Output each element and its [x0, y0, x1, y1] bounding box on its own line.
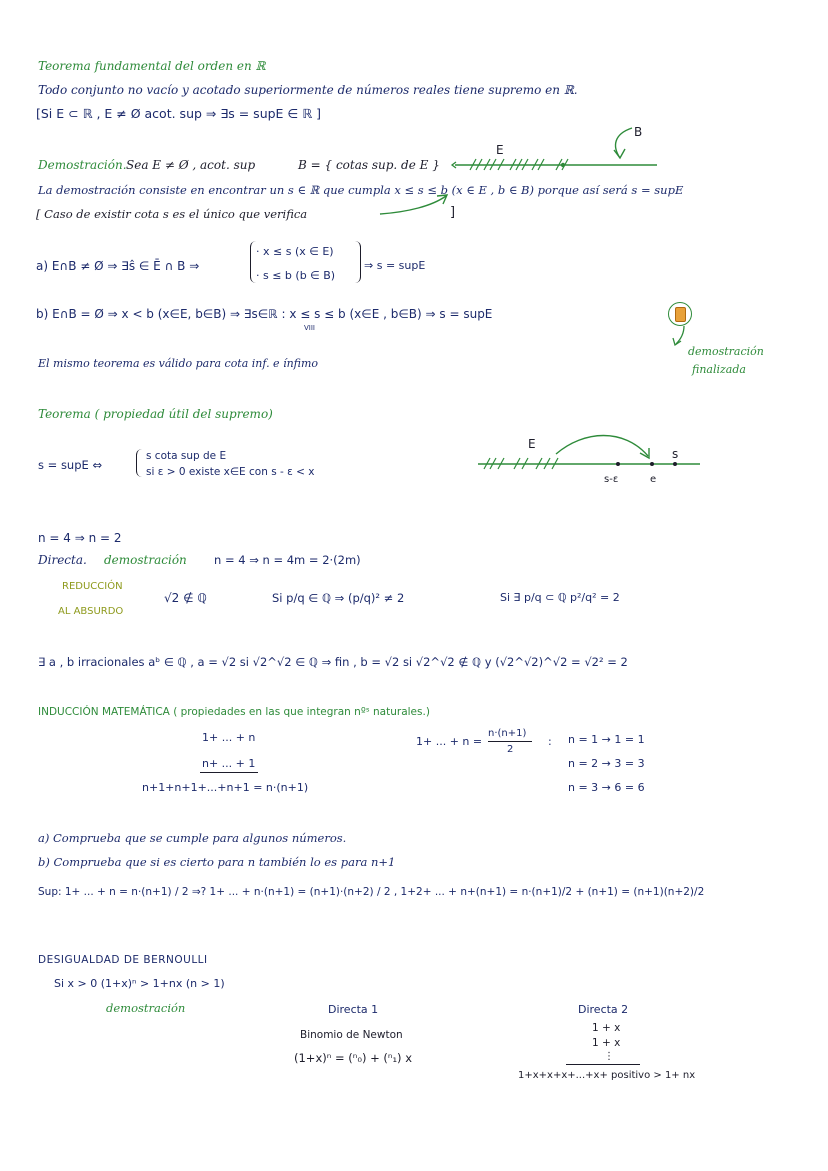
- case-n1: n = 1 → 1 = 1: [568, 733, 645, 746]
- direct2-row2: 1 + x: [592, 1037, 621, 1049]
- theorem-statement: Todo conjunto no vacío y acotado superiormente de números reales tiene supremo en ℝ.: [38, 83, 578, 97]
- direct-demo-label: demostración: [104, 553, 187, 567]
- same-theorem-note: El mismo teorema es válido para cota inf. e ínfimo: [38, 357, 319, 370]
- case-a-result: ⇒ s = supE: [364, 259, 426, 272]
- induction-step-b: b) Comprueba que si es cierto para n también lo es para n+1: [38, 855, 396, 869]
- irrational-power-line: ∃ a , b irracionales aᵇ ∈ ℚ , a = √2 si √2^√2 ∈ ℚ ⇒ fin , b = √2 si √2^√2 ∉ ℚ y (√2^√2)^√2 = √2² = 2: [38, 655, 628, 669]
- gauss-colon: :: [548, 735, 552, 748]
- case-a-row1: · x ≤ s (x ∈ E): [256, 245, 334, 258]
- induction-step-a: a) Comprueba que se cumple para algunos números.: [38, 831, 347, 845]
- theorem2-row2: si ε > 0 existe x∈E con s - ε < x: [146, 466, 315, 478]
- sum-forward: 1+ ... + n: [202, 731, 256, 744]
- theorem-title: Teorema fundamental del orden en ℝ: [38, 59, 266, 73]
- label-E: E: [496, 143, 504, 157]
- theorem2-title: Teorema ( propiedad útil del supremo): [38, 407, 273, 421]
- case-b-line: b) E∩B = Ø ⇒ x < b (x∈E, b∈B) ⇒ ∃s∈ℝ : x ≤ s ≤ b (x∈E , b∈B) ⇒ s = supE: [36, 307, 493, 321]
- reductio-label-2: AL ABSURDO: [58, 606, 124, 617]
- diagram2-label-E: E: [528, 437, 536, 451]
- newton-binomial-label: Binomio de Newton: [300, 1029, 403, 1041]
- direct2-vdots: ⋮: [604, 1051, 614, 1062]
- reductio-label-1: REDUCCIÓN: [62, 581, 123, 592]
- claim-n: n = 4 ⇒ n = 2: [38, 531, 122, 545]
- direct-demo-text: n = 4 ⇒ n = 4m = 2·(2m): [214, 553, 361, 567]
- gauss-numerator: n·(n+1): [488, 728, 527, 739]
- bernoulli-title: DESIGUALDAD DE BERNOULLI: [38, 954, 208, 966]
- theorem2-lead: s = supE ⇔: [38, 458, 103, 472]
- direct2-rule: [566, 1064, 640, 1065]
- sum-backward: n+ ... + 1: [202, 757, 256, 770]
- case-a-lead: a) E∩B ≠ Ø ⇒ ∃ŝ ∈ Ē ∩ B ⇒: [36, 259, 200, 273]
- theorem-formula: [Si E ⊂ ℝ , E ≠ Ø acot. sup ⇒ ∃s = supE ∈ ℝ ]: [36, 106, 322, 121]
- label-B: B: [634, 125, 643, 139]
- bracket-close: ]: [450, 205, 456, 220]
- direct2-row1: 1 + x: [592, 1022, 621, 1034]
- gauss-denominator: 2: [507, 744, 514, 755]
- induction-title: INDUCCIÓN MATEMÁTICA ( propiedades en las que integran nºˢ naturales.): [38, 706, 430, 718]
- rational-assumption-2: Si ∃ p/q ⊂ ℚ p²/q² = 2: [500, 591, 620, 604]
- newton-binomial-formula: (1+x)ⁿ = (ⁿ₀) + (ⁿ₁) x: [294, 1051, 412, 1065]
- gauss-lhs: 1+ ... + n =: [416, 735, 483, 748]
- direct2-label: Directa 2: [578, 1003, 629, 1016]
- case-b-subscript: VIII: [304, 324, 315, 332]
- diagram2-label-s: s: [672, 447, 679, 461]
- sqrt2-irrational: √2 ∉ ℚ: [164, 591, 207, 605]
- case-n3: n = 3 → 6 = 6: [568, 781, 645, 794]
- set-B-definition: B = { cotas sup. de E }: [298, 158, 440, 172]
- case-a-row2: · s ≤ b (b ∈ B): [256, 269, 336, 282]
- demo-heading: Demostración.: [38, 158, 127, 172]
- sum-total: n+1+n+1+...+n+1 = n·(n+1): [142, 781, 309, 794]
- demo-intro: Sea E ≠ Ø , acot. sup: [126, 158, 256, 172]
- demo-uniqueness-note: [ Caso de existir cota s es el único que verifica: [36, 207, 308, 221]
- case-n2: n = 2 → 3 = 3: [568, 757, 645, 770]
- sum-rule: [200, 772, 258, 773]
- direct1-label: Directa 1: [328, 1003, 379, 1016]
- demo-strategy: La demostración consiste en encontrar un s ∈ ℝ que cumpla x ≤ s ≤ b (x ∈ E , b ∈ B) porque así será s = supE: [38, 183, 684, 197]
- bernoulli-statement: Si x > 0 (1+x)ⁿ > 1+nx (n > 1): [54, 977, 225, 990]
- diagram2-label-s-eps: s-ε: [604, 474, 619, 485]
- diagram2-label-e: e: [650, 474, 657, 485]
- done-note-line1: demostración: [688, 345, 764, 358]
- bernoulli-demo-label: demostración: [106, 1001, 186, 1015]
- theorem2-row1: s cota sup de E: [146, 450, 227, 462]
- direct-label: Directa.: [38, 553, 87, 567]
- direct2-sum: 1+x+x+x+...+x+ positivo > 1+ nx: [518, 1070, 696, 1081]
- done-note-line2: finalizada: [692, 363, 746, 376]
- rational-assumption: Si p/q ∈ ℚ ⇒ (p/q)² ≠ 2: [272, 591, 405, 605]
- induction-proof-line: Sup: 1+ ... + n = n·(n+1) / 2 ⇒? 1+ ... + n·(n+1) = (n+1)·(n+2) / 2 , 1+2+ ... + n+(n+1) = n·(n+1)/2 + (n+1) = (n+1)(n+2)/2: [38, 886, 705, 898]
